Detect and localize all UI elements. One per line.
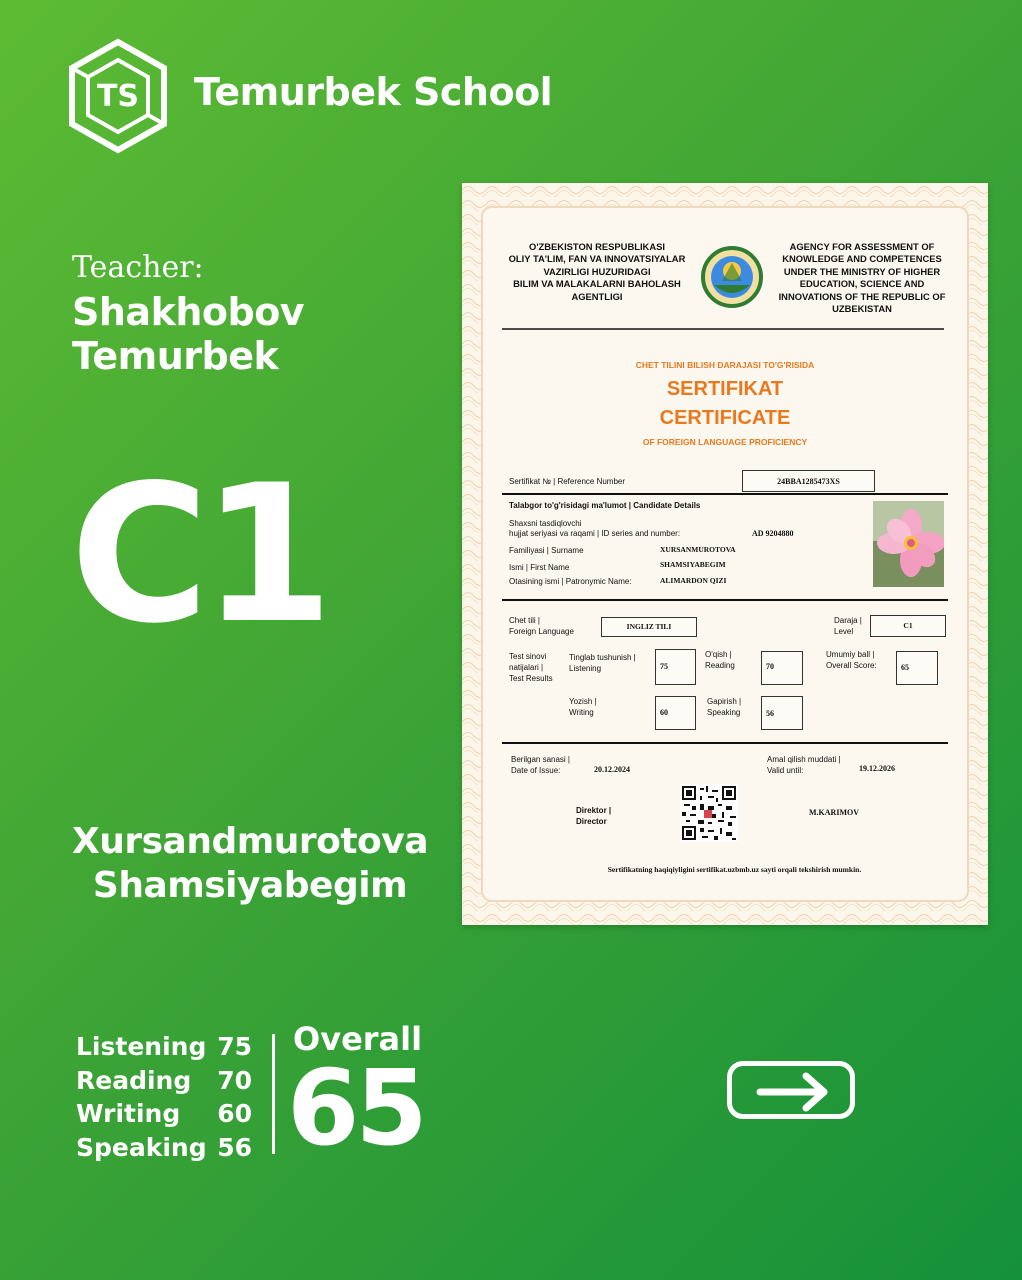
qr-code	[680, 784, 738, 842]
firstname-label: Ismi | First Name	[509, 563, 570, 572]
score-row-reading	[76, 1064, 252, 1098]
score-value: 56	[217, 1132, 252, 1162]
student-first-name: Shamsiyabegim	[92, 865, 408, 906]
firstname-value: SHAMSIYABEGIM	[660, 560, 726, 569]
next-button[interactable]	[727, 1061, 855, 1119]
reference-label: Sertifikat № | Reference Number	[509, 477, 626, 486]
ts-logo-icon	[66, 38, 170, 154]
issue-date-value: 20.12.2024	[594, 765, 630, 774]
level-label: Daraja | Level	[834, 616, 862, 636]
score-value: 60	[217, 1099, 252, 1128]
score-divider	[272, 1034, 275, 1154]
patronymic-label: Otasining ismi | Patronymic Name:	[509, 577, 632, 586]
overall-score-label: Umumiy ball | Overall Score:	[826, 650, 877, 670]
issue-date-label: Berilgan sanasi | Date of Issue:	[511, 755, 570, 775]
score-value: 75	[217, 1032, 252, 1061]
teacher-name	[72, 290, 304, 378]
language-label: Chet tili | Foreign Language	[509, 616, 574, 636]
speaking-value: 56	[766, 709, 774, 718]
cert-subtitle-top: CHET TILINI BILISH DARAJASI TO'G'RISIDA	[635, 360, 815, 370]
results-label: Test sinovi natijalari | Test Results	[509, 652, 553, 683]
logo-letters: TS	[96, 79, 140, 114]
reading-value: 70	[766, 662, 774, 671]
cert-title-en: CERTIFICATE	[659, 407, 791, 429]
score-label: Reading	[76, 1065, 192, 1095]
id-label-1: Shaxsni tasdiqlovchi	[509, 519, 582, 528]
brand-name: Temurbek School	[194, 70, 553, 114]
valid-until-label: Amal qilish muddati | Valid until:	[767, 755, 841, 775]
overall-label: Overall	[293, 1020, 423, 1058]
listening-value: 75	[660, 662, 668, 671]
listening-label: Tinglab tushunish | Listening	[569, 653, 636, 673]
reference-value: 24BBA1285473XS	[777, 477, 840, 486]
surname-value: XURSANMUROTOVA	[660, 545, 736, 554]
id-value: AD 9204880	[752, 529, 794, 538]
score-row-speaking	[76, 1131, 252, 1165]
score-row-listening	[76, 1030, 252, 1064]
coat-of-arms-icon	[700, 245, 764, 309]
candidate-heading: Talabgor to'g'risidagi ma'lumot | Candidate Details	[509, 501, 701, 510]
student-name	[40, 820, 460, 908]
director-label: Direktor | Director	[576, 806, 612, 826]
teacher-name-line-1: Shakhobov	[72, 290, 305, 334]
speaking-label: Gapirish | Speaking	[707, 697, 742, 717]
cert-title-uz: SERTIFIKAT	[666, 378, 784, 400]
score-label: Speaking	[76, 1132, 207, 1162]
level-value: C1	[70, 444, 326, 665]
agency-name-en: AGENCY FOR ASSESSMENT OF KNOWLEDGE AND COMPETENCES UNDER THE MINISTRY OF HIGHER EDUCATION, SCIENCE AND INNOVATIONS OF THE REPUBLIC OF UZBEKISTAN	[778, 241, 946, 315]
cert-subtitle-bottom: OF FOREIGN LANGUAGE PROFICIENCY	[642, 437, 808, 447]
teacher-label: Teacher:	[72, 250, 204, 285]
director-value: M.KARIMOV	[809, 808, 859, 817]
score-label: Listening	[76, 1032, 207, 1061]
reading-label: O'qish | Reading	[705, 650, 735, 670]
surname-label: Familiyasi | Surname	[509, 546, 584, 555]
score-row-writing	[76, 1097, 252, 1131]
writing-value: 60	[660, 708, 668, 717]
score-list	[76, 1030, 252, 1164]
score-value: 70	[217, 1065, 252, 1095]
valid-until-value: 19.12.2026	[859, 764, 895, 773]
overall-value: 65	[287, 1047, 424, 1169]
patronymic-value: ALIMARDON QIZI	[660, 576, 727, 585]
arrow-right-icon	[732, 1066, 850, 1114]
certificate-image	[462, 183, 988, 925]
writing-label: Yozish | Writing	[569, 697, 597, 717]
cert-footer: Sertifikatning haqiqiyligini sertifikat.uzbmb.uz sayti orqali tekshirish mumkin.	[607, 865, 862, 874]
score-label: Writing	[76, 1099, 181, 1128]
teacher-name-line-2: Temurbek	[72, 334, 279, 378]
id-label-2: hujjat seriyasi va raqami | ID series and number:	[509, 529, 681, 538]
student-surname: Xursandmurotova	[71, 821, 429, 862]
overall-score-value: 65	[901, 663, 909, 672]
language-value: INGLIZ TILI	[626, 622, 672, 631]
flower-photo	[873, 501, 944, 587]
cert-level-value: C1	[903, 621, 913, 630]
agency-name-uz: O'ZBEKISTON RESPUBLIKASI OLIY TA'LIM, FAN VA INNOVATSIYALAR VAZIRLIGI HUZURIDAGI BILIM VA MALAKALARNI BAHOLASH AGENTLIGI	[508, 241, 686, 302]
